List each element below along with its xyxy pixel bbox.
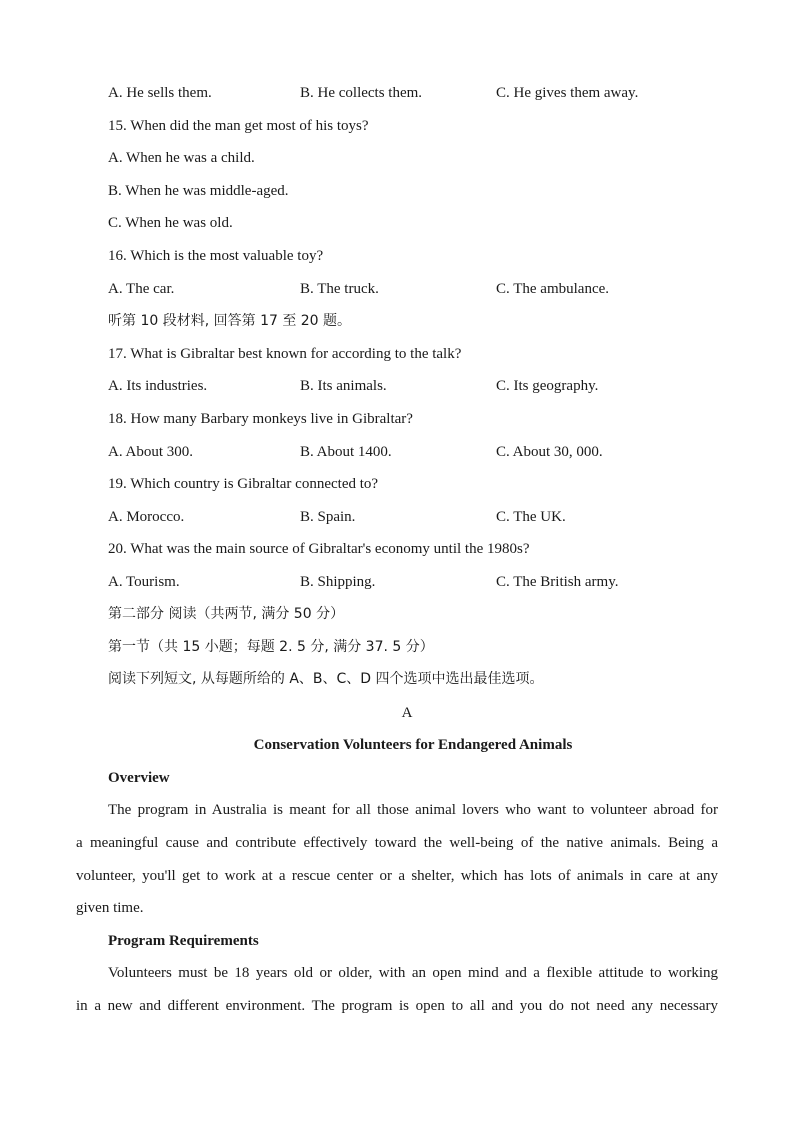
q15-option-b: B. When he was middle-aged. bbox=[108, 183, 289, 199]
q15-option-a: A. When he was a child. bbox=[108, 150, 255, 166]
q20-option-b: B. Shipping. bbox=[300, 574, 376, 590]
q18-option-b: B. About 1400. bbox=[300, 444, 392, 460]
q16-option-b: B. The truck. bbox=[300, 281, 379, 297]
part2-heading: 第二部分 阅读（共两节, 满分 50 分） bbox=[108, 606, 345, 622]
overview-heading: Overview bbox=[108, 770, 170, 786]
requirements-line-2: in a new and different environment. The program is open to all and you do not need any necessary bbox=[76, 998, 718, 1014]
q16-option-a: A. The car. bbox=[108, 281, 175, 297]
passage-title: Conservation Volunteers for Endangered Animals bbox=[253, 737, 573, 753]
q20-question: 20. What was the main source of Gibraltar's economy until the 1980s? bbox=[108, 541, 530, 557]
q17-question: 17. What is Gibraltar best known for according to the talk? bbox=[108, 346, 462, 362]
q16-question: 16. Which is the most valuable toy? bbox=[108, 248, 324, 264]
overview-line-3: volunteer, you'll get to work at a rescue center or a shelter, which has lots of animals in care at any bbox=[76, 868, 718, 884]
q14-option-a: A. He sells them. bbox=[108, 85, 212, 101]
q17-option-b: B. Its animals. bbox=[300, 378, 387, 394]
overview-line-2: a meaningful cause and contribute effectively toward the well-being of the native animals. Being a bbox=[76, 835, 718, 851]
q16-option-c: C. The ambulance. bbox=[496, 281, 610, 297]
q19-question: 19. Which country is Gibraltar connected to? bbox=[108, 476, 379, 492]
q15-question: 15. When did the man get most of his toys? bbox=[108, 118, 369, 134]
requirements-line-1: Volunteers must be 18 years old or older, with an open mind and a flexible attitude to working bbox=[108, 965, 718, 981]
overview-line-1: The program in Australia is meant for all those animal lovers who want to volunteer abroad for bbox=[108, 802, 718, 818]
overview-line-4: given time. bbox=[76, 900, 144, 916]
q20-option-c: C. The British army. bbox=[496, 574, 619, 590]
q19-option-b: B. Spain. bbox=[300, 509, 356, 525]
section10-instruction: 听第 10 段材料, 回答第 17 至 20 题。 bbox=[108, 313, 352, 329]
q17-option-c: C. Its geography. bbox=[496, 378, 599, 394]
passage-label: A bbox=[401, 705, 413, 721]
q18-question: 18. How many Barbary monkeys live in Gibraltar? bbox=[108, 411, 413, 427]
q19-option-a: A. Morocco. bbox=[108, 509, 185, 525]
section1-heading: 第一节（共 15 小题；每题 2. 5 分, 满分 37. 5 分） bbox=[108, 639, 434, 655]
q14-option-b: B. He collects them. bbox=[300, 85, 423, 101]
q14-option-c: C. He gives them away. bbox=[496, 85, 639, 101]
q20-option-a: A. Tourism. bbox=[108, 574, 180, 590]
q18-option-a: A. About 300. bbox=[108, 444, 194, 460]
q15-option-c: C. When he was old. bbox=[108, 215, 233, 231]
requirements-heading: Program Requirements bbox=[108, 933, 259, 949]
q17-option-a: A. Its industries. bbox=[108, 378, 208, 394]
q19-option-c: C. The UK. bbox=[496, 509, 566, 525]
reading-instruction: 阅读下列短文, 从每题所给的 A、B、C、D 四个选项中选出最佳选项。 bbox=[108, 671, 544, 687]
q18-option-c: C. About 30, 000. bbox=[496, 444, 603, 460]
